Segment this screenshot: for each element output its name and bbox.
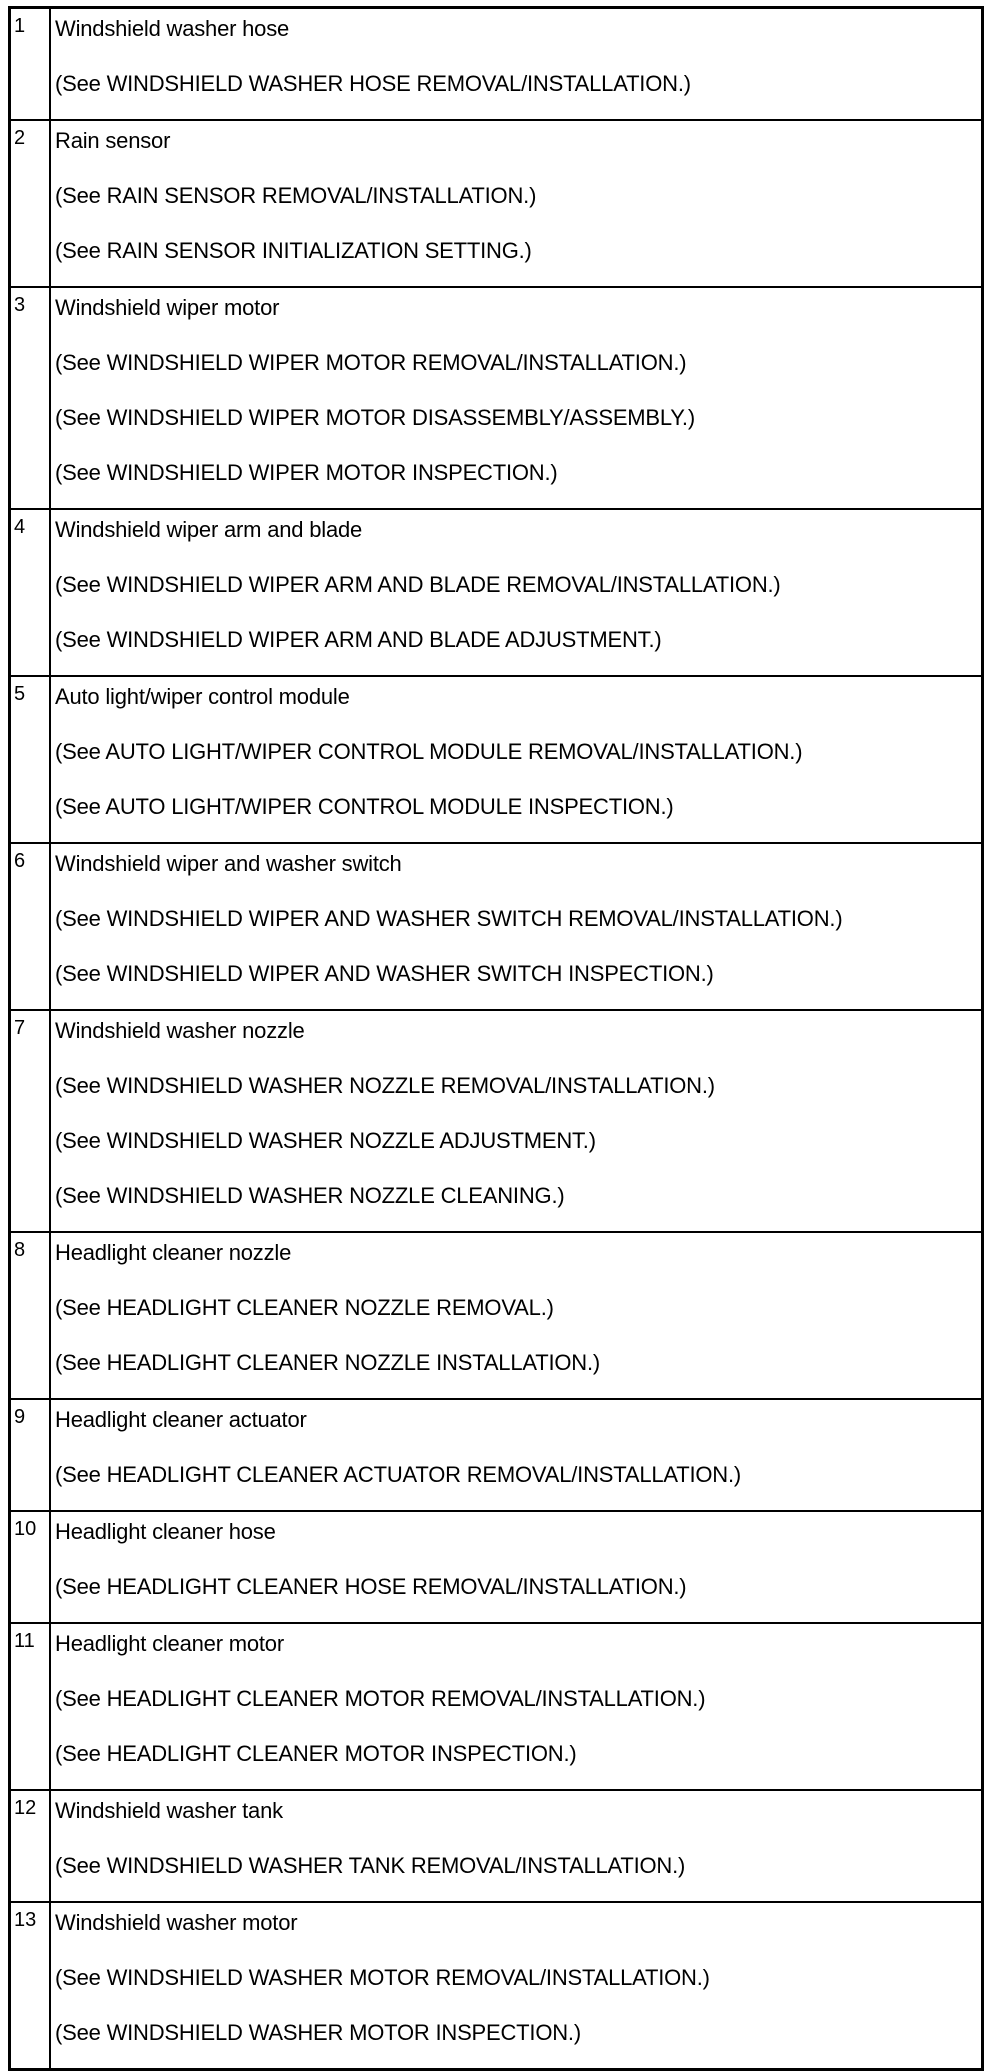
item-content (50, 676, 983, 843)
item-number: 1 (10, 8, 51, 121)
procedure-reference: (See WINDSHIELD WASHER TANK REMOVAL/INSTALLATION.) (55, 1853, 686, 1878)
part-name: Windshield wiper and washer switch (55, 851, 402, 876)
item-content (50, 1790, 983, 1902)
item-content (50, 287, 983, 509)
item-content (50, 509, 983, 676)
procedure-reference: (See AUTO LIGHT/WIPER CONTROL MODULE INSPECTION.) (55, 794, 674, 819)
procedure-reference: (See WINDSHIELD WASHER HOSE REMOVAL/INSTALLATION.) (55, 71, 691, 96)
item-number: 4 (10, 509, 51, 676)
procedure-reference: (See WINDSHIELD WIPER AND WASHER SWITCH REMOVAL/INSTALLATION.) (55, 906, 843, 931)
part-name: Auto light/wiper control module (55, 684, 350, 709)
item-number: 7 (10, 1010, 51, 1232)
procedure-reference: (See HEADLIGHT CLEANER NOZZLE INSTALLATION.) (55, 1350, 600, 1375)
item-content (50, 1902, 983, 2070)
procedure-reference: (See WINDSHIELD WASHER NOZZLE CLEANING.) (55, 1183, 565, 1208)
parts-table-body (10, 8, 983, 2070)
part-name: Windshield washer tank (55, 1798, 283, 1823)
procedure-reference: (See WINDSHIELD WIPER ARM AND BLADE ADJUSTMENT.) (55, 627, 662, 652)
part-name: Rain sensor (55, 128, 171, 153)
table-row (10, 676, 983, 843)
part-name: Windshield washer nozzle (55, 1018, 305, 1043)
item-number: 9 (10, 1399, 51, 1511)
item-content (50, 1010, 983, 1232)
procedure-reference: (See AUTO LIGHT/WIPER CONTROL MODULE REMOVAL/INSTALLATION.) (55, 739, 803, 764)
table-row (10, 1623, 983, 1790)
procedure-reference: (See HEADLIGHT CLEANER HOSE REMOVAL/INSTALLATION.) (55, 1574, 687, 1599)
item-number: 10 (10, 1511, 51, 1623)
table-row (10, 1232, 983, 1399)
procedure-reference: (See WINDSHIELD WIPER MOTOR INSPECTION.) (55, 460, 558, 485)
procedure-reference: (See WINDSHIELD WASHER NOZZLE ADJUSTMENT.) (55, 1128, 596, 1153)
table-row (10, 1790, 983, 1902)
item-number: 13 (10, 1902, 51, 2070)
procedure-reference: (See WINDSHIELD WIPER MOTOR DISASSEMBLY/ASSEMBLY.) (55, 405, 695, 430)
table-row (10, 1511, 983, 1623)
item-number: 11 (10, 1623, 51, 1790)
procedure-reference: (See WINDSHIELD WIPER AND WASHER SWITCH INSPECTION.) (55, 961, 714, 986)
procedure-reference: (See WINDSHIELD WIPER MOTOR REMOVAL/INSTALLATION.) (55, 350, 687, 375)
item-content (50, 1232, 983, 1399)
procedure-reference: (See RAIN SENSOR REMOVAL/INSTALLATION.) (55, 183, 537, 208)
table-row (10, 1902, 983, 2070)
table-row (10, 120, 983, 287)
parts-table (8, 6, 984, 2071)
item-content (50, 120, 983, 287)
procedure-reference: (See HEADLIGHT CLEANER NOZZLE REMOVAL.) (55, 1295, 554, 1320)
part-name: Headlight cleaner nozzle (55, 1240, 292, 1265)
part-name: Windshield wiper arm and blade (55, 517, 363, 542)
procedure-reference: (See WINDSHIELD WASHER MOTOR REMOVAL/INSTALLATION.) (55, 1965, 710, 1990)
table-row (10, 1010, 983, 1232)
table-row (10, 509, 983, 676)
part-name: Windshield washer hose (55, 16, 290, 41)
part-name: Headlight cleaner actuator (55, 1407, 307, 1432)
item-content (50, 1399, 983, 1511)
item-number: 12 (10, 1790, 51, 1902)
item-number: 3 (10, 287, 51, 509)
procedure-reference: (See HEADLIGHT CLEANER ACTUATOR REMOVAL/INSTALLATION.) (55, 1462, 742, 1487)
procedure-reference: (See WINDSHIELD WIPER ARM AND BLADE REMOVAL/INSTALLATION.) (55, 572, 781, 597)
part-name: Windshield wiper motor (55, 295, 280, 320)
part-name: Headlight cleaner motor (55, 1631, 284, 1656)
procedure-reference: (See WINDSHIELD WASHER MOTOR INSPECTION.) (55, 2020, 581, 2045)
table-row (10, 8, 983, 121)
procedure-reference: (See HEADLIGHT CLEANER MOTOR REMOVAL/INSTALLATION.) (55, 1686, 706, 1711)
procedure-reference: (See WINDSHIELD WASHER NOZZLE REMOVAL/INSTALLATION.) (55, 1073, 715, 1098)
item-number: 5 (10, 676, 51, 843)
item-content (50, 843, 983, 1010)
table-row (10, 287, 983, 509)
table-row (10, 1399, 983, 1511)
procedure-reference: (See HEADLIGHT CLEANER MOTOR INSPECTION.) (55, 1741, 577, 1766)
item-content (50, 1511, 983, 1623)
item-number: 8 (10, 1232, 51, 1399)
item-content (50, 8, 983, 121)
part-name: Headlight cleaner hose (55, 1519, 276, 1544)
item-content (50, 1623, 983, 1790)
part-name: Windshield washer motor (55, 1910, 298, 1935)
table-row (10, 843, 983, 1010)
procedure-reference: (See RAIN SENSOR INITIALIZATION SETTING.) (55, 238, 532, 263)
item-number: 6 (10, 843, 51, 1010)
item-number: 2 (10, 120, 51, 287)
